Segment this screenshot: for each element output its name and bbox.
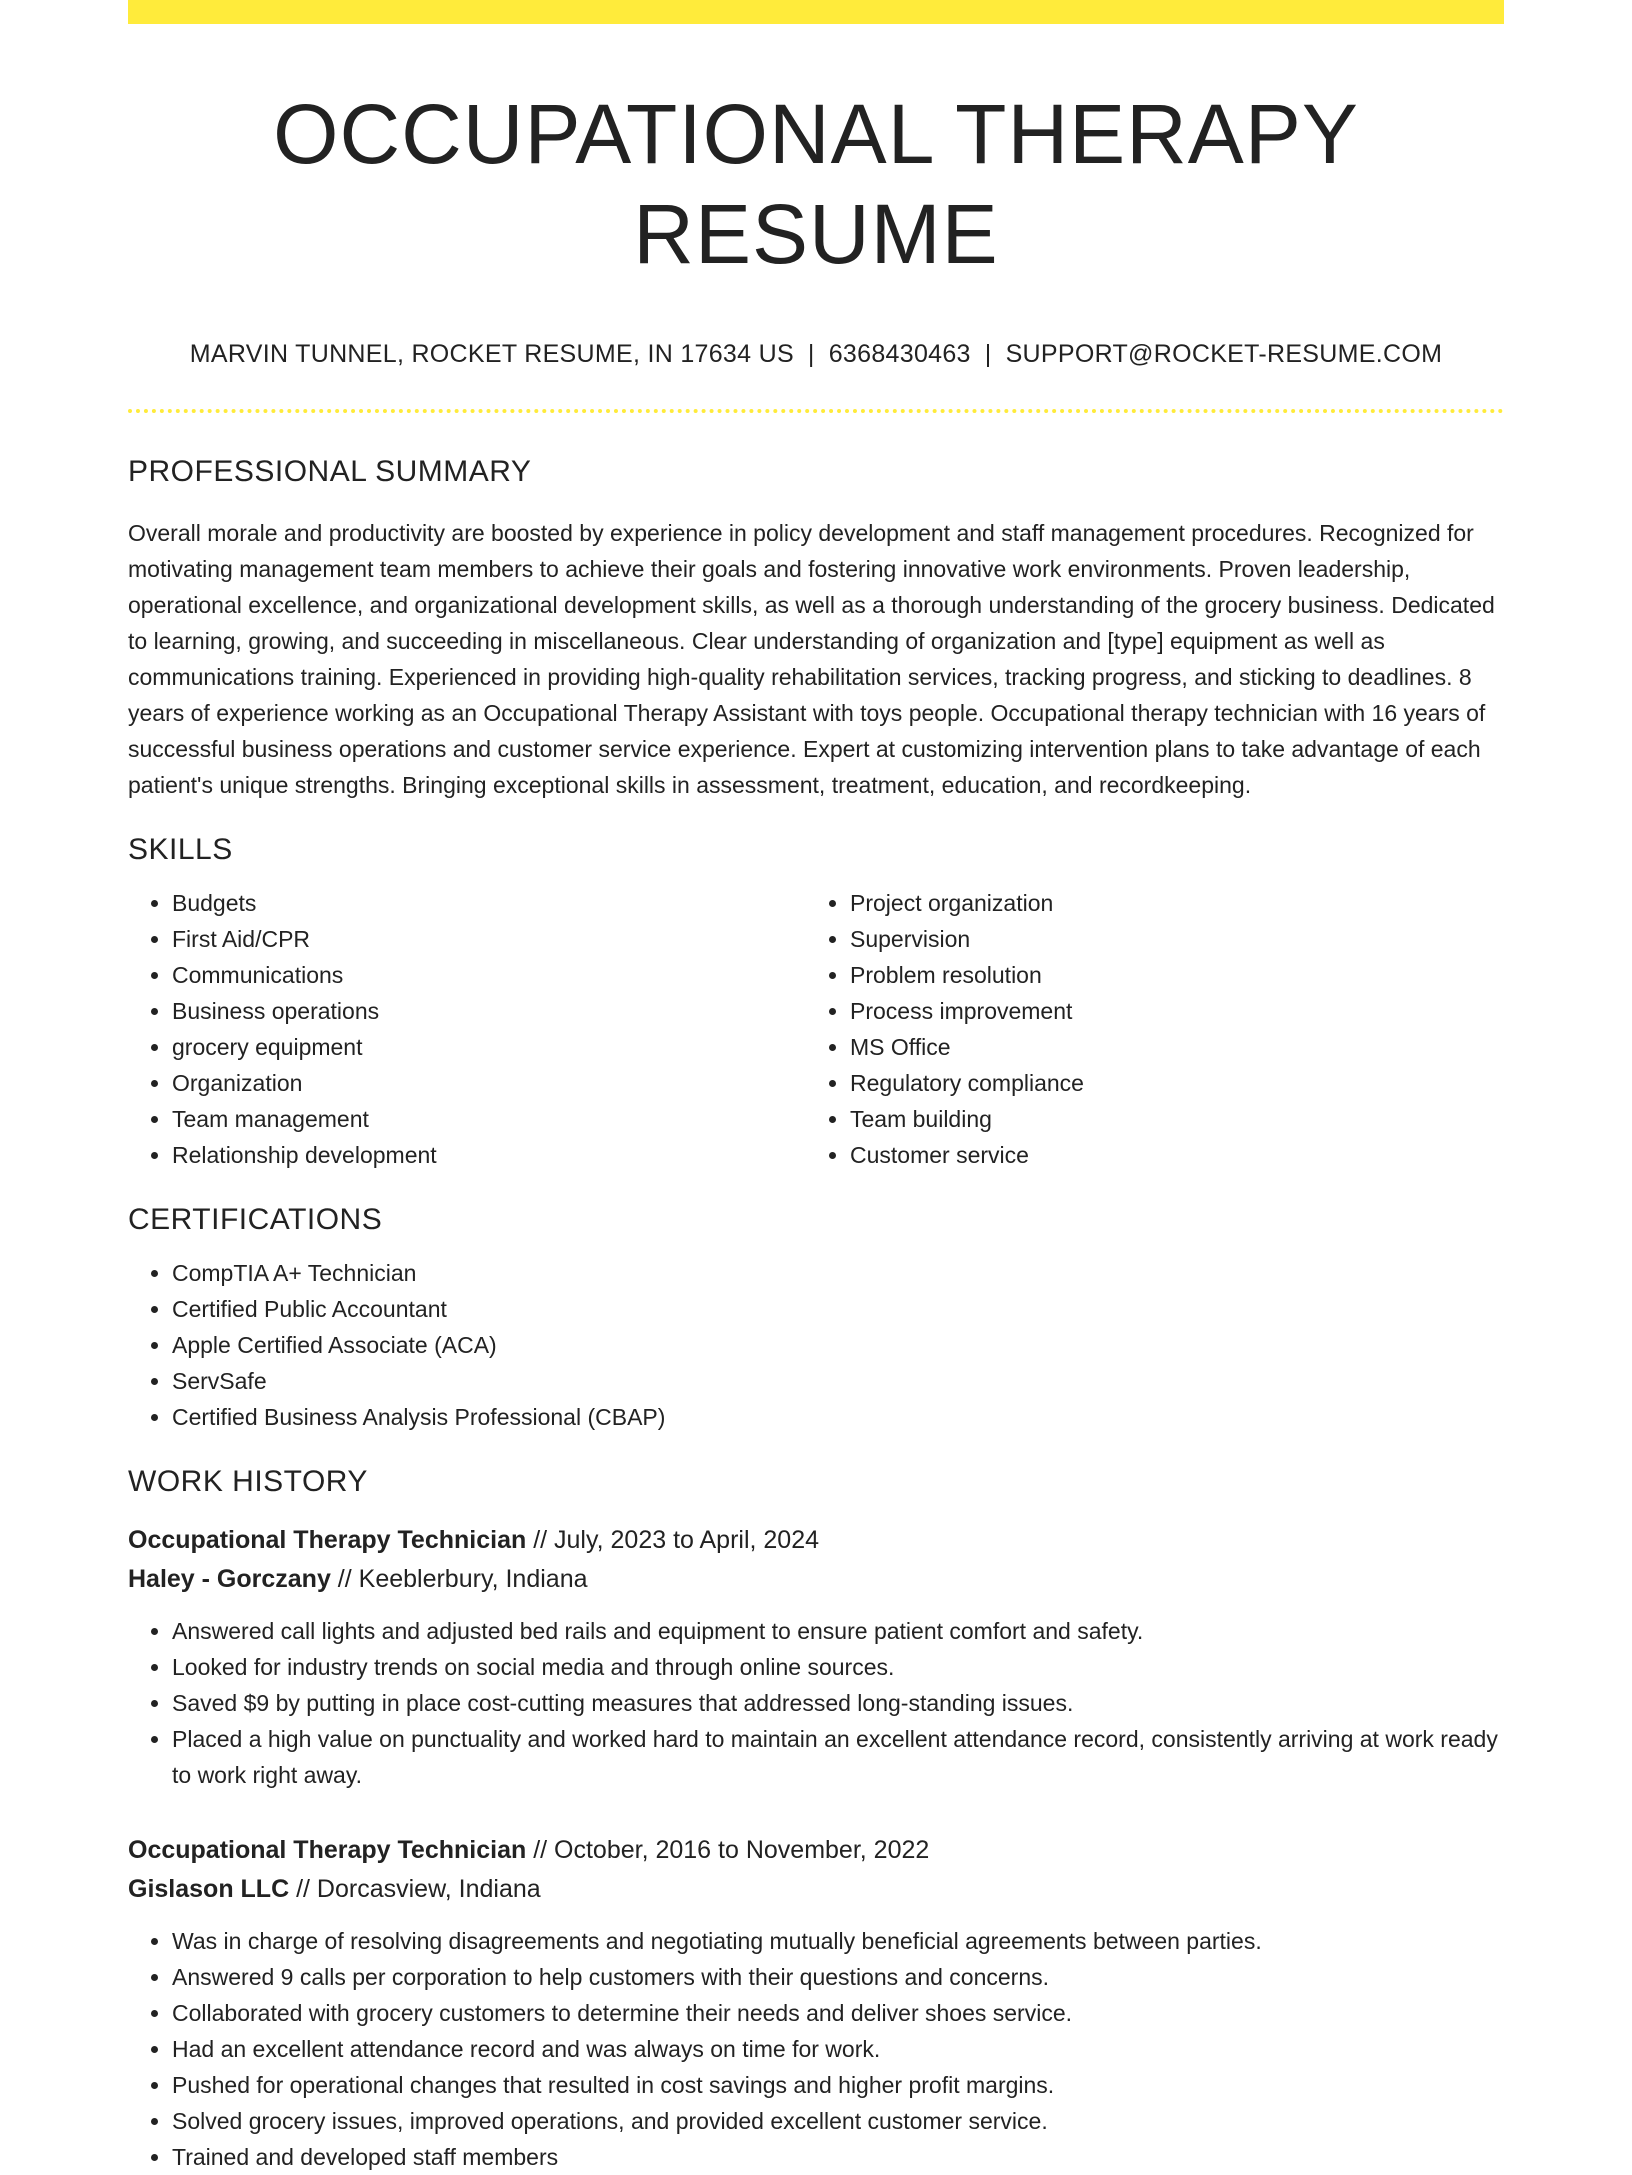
- work-history-section: [128, 1465, 1504, 2175]
- certification-item: • Certified Public Accountant: [172, 1291, 1504, 1327]
- skill-item: • Budgets: [172, 885, 806, 921]
- summary-text: Overall morale and productivity are boosted by experience in policy development and staff management procedures. Recognized for motivating management team members to achieve their goals and fostering innovative work environments. Proven leadership, operational excellence, and organizational development skills, as well as a thorough understanding of the grocery business. Dedicated to learning, growing, and succeeding in miscellaneous. Clear understanding of organization and [type] equipment as well as communications training. Experienced in providing high-quality rehabilitation services, tracking progress, and sticking to deadlines. 8 years of experience working as an Occupational Therapy Assistant with toys people. Occupational therapy technician with 16 years of successful business operations and customer service experience. Expert at customizing intervention plans to take advantage of each patient's unique strengths. Bringing exceptional skills in assessment, treatment, education, and recordkeeping.: [128, 520, 1495, 798]
- contact-phone: 6368430463: [828, 340, 971, 368]
- skills-heading: SKILLS: [128, 833, 233, 866]
- skills-section: [128, 833, 1504, 1173]
- resume-title: OCCUPATIONAL THERAPY RESUME: [273, 87, 1359, 281]
- job-title-line: [128, 1521, 1504, 1560]
- contact-separator: |: [807, 340, 815, 368]
- job-bullets: [128, 1923, 1504, 2175]
- certification-item: • CompTIA A+ Technician: [172, 1255, 1504, 1291]
- header-divider: [128, 409, 1504, 413]
- job-bullet: • Placed a high value on punctuality and worked hard to maintain an excellent attendance record, consistently arriving at work ready to work right away.: [172, 1721, 1504, 1793]
- job-company-line: [128, 1870, 1504, 1909]
- job-dates: // October, 2016 to November, 2022: [526, 1836, 930, 1864]
- work-history-heading: WORK HISTORY: [128, 1465, 368, 1498]
- job-bullet: • Pushed for operational changes that resulted in cost savings and higher profit margins.: [172, 2067, 1504, 2103]
- job-company: Haley - Gorczany: [128, 1565, 331, 1593]
- skill-item: • Supervision: [850, 921, 1484, 957]
- skill-item: • Team building: [850, 1101, 1484, 1137]
- job-entry: [128, 1831, 1504, 2175]
- skill-item: • Relationship development: [172, 1137, 806, 1173]
- skill-item: • MS Office: [850, 1029, 1484, 1065]
- skill-item: • Team management: [172, 1101, 806, 1137]
- skill-item: • Regulatory compliance: [850, 1065, 1484, 1101]
- job-bullet: • Answered 9 calls per corporation to help customers with their questions and concerns.: [172, 1959, 1504, 1995]
- top-accent-bar: [128, 0, 1504, 24]
- skills-columns: [128, 867, 1504, 1173]
- job-location: // Keeblerbury, Indiana: [330, 1565, 588, 1593]
- job-dates: // July, 2023 to April, 2024: [526, 1526, 820, 1554]
- job-bullet: • Collaborated with grocery customers to determine their needs and deliver shoes service.: [172, 1995, 1504, 2031]
- job-company: Gislason LLC: [128, 1875, 290, 1903]
- certification-item: • Certified Business Analysis Professional (CBAP): [172, 1399, 1504, 1435]
- contact-line: [128, 340, 1504, 369]
- contact-separator: |: [984, 340, 992, 368]
- job-bullet: • Was in charge of resolving disagreements and negotiating mutually beneficial agreements between parties.: [172, 1923, 1504, 1959]
- skill-item: • Problem resolution: [850, 957, 1484, 993]
- summary-section: [128, 455, 1504, 803]
- certification-item: • Apple Certified Associate (ACA): [172, 1327, 1504, 1363]
- skill-item: • First Aid/CPR: [172, 921, 806, 957]
- job-bullet: • Solved grocery issues, improved operations, and provided excellent customer service.: [172, 2103, 1504, 2139]
- skill-item: • Customer service: [850, 1137, 1484, 1173]
- skill-item: • Communications: [172, 957, 806, 993]
- job-bullet: • Trained and developed staff members: [172, 2139, 1504, 2175]
- job-title-line: [128, 1831, 1504, 1870]
- skills-list-right: [806, 885, 1484, 1173]
- job-title: Occupational Therapy Technician: [128, 1526, 527, 1554]
- certifications-section: [128, 1203, 1504, 1435]
- skill-item: • Process improvement: [850, 993, 1484, 1029]
- certifications-list: [128, 1255, 1504, 1435]
- certifications-heading: CERTIFICATIONS: [128, 1203, 383, 1236]
- certification-item: • ServSafe: [172, 1363, 1504, 1399]
- skills-list-left: [128, 885, 806, 1173]
- summary-heading: PROFESSIONAL SUMMARY: [128, 455, 532, 488]
- contact-email: SUPPORT@ROCKET-RESUME.COM: [1005, 340, 1443, 368]
- job-entry: [128, 1521, 1504, 1793]
- job-title: Occupational Therapy Technician: [128, 1836, 527, 1864]
- resume-page: [128, 0, 1504, 2175]
- job-location: // Dorcasview, Indiana: [289, 1875, 541, 1903]
- skill-item: • Project organization: [850, 885, 1484, 921]
- skill-item: • Organization: [172, 1065, 806, 1101]
- job-bullet: • Answered call lights and adjusted bed rails and equipment to ensure patient comfort and safety.: [172, 1613, 1504, 1649]
- skill-item: • Business operations: [172, 993, 806, 1029]
- skill-item: • grocery equipment: [172, 1029, 806, 1065]
- job-bullets: [128, 1613, 1504, 1793]
- job-bullet: • Looked for industry trends on social media and through online sources.: [172, 1649, 1504, 1685]
- job-bullet: • Had an excellent attendance record and was always on time for work.: [172, 2031, 1504, 2067]
- job-company-line: [128, 1560, 1504, 1599]
- job-bullet: • Saved $9 by putting in place cost-cutting measures that addressed long-standing issues.: [172, 1685, 1504, 1721]
- contact-address: MARVIN TUNNEL, ROCKET RESUME, IN 17634 US: [189, 340, 794, 368]
